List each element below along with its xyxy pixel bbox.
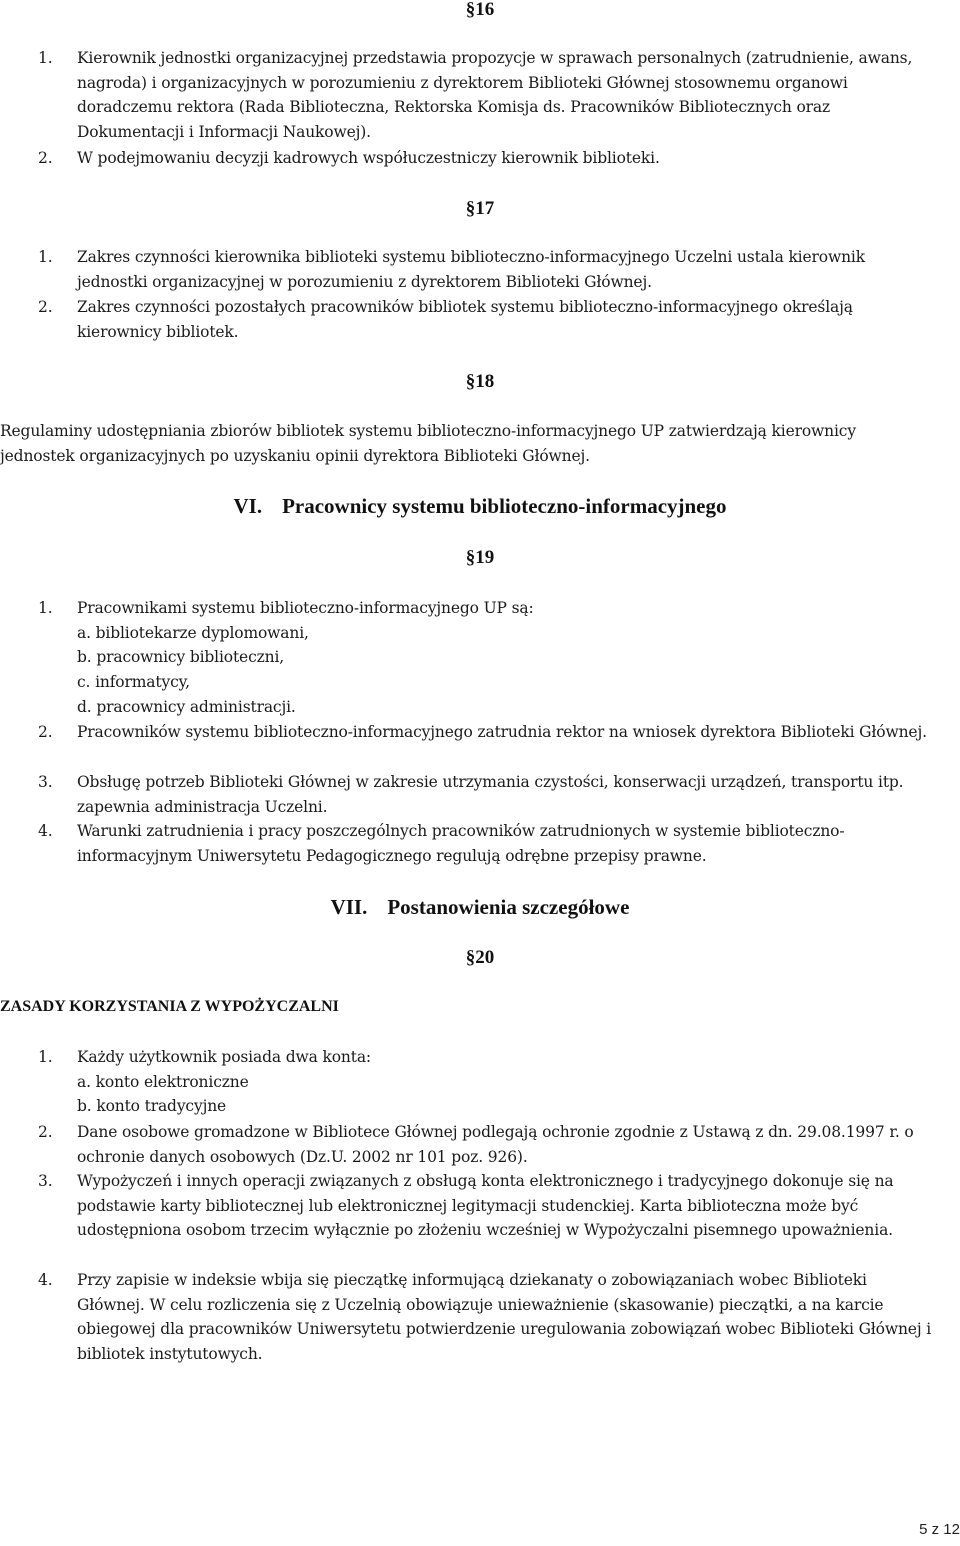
item-text: Wypożyczeń i innych operacji związanych z obsługą konta elektronicznego i tradycyjnego dokonuje się na podstawie karty bibliotecznej lub elektronicznej legitymacji studenckiej. Karta biblioteczna może być udostępniona osobom trzecim wyłącznie po złożeniu wcześniej w Wypożyczalni pisemnego upoważnienia. xyxy=(77,1172,894,1240)
item-lead: Pracownikami systemu biblioteczno-informacyjnego UP są: xyxy=(77,599,534,617)
item-number: 1. xyxy=(38,599,53,617)
sub-item: a. bibliotekarze dyplomowani, xyxy=(77,623,309,642)
section-17-heading: §17 xyxy=(465,198,495,219)
sub-item: c. informatycy, xyxy=(77,673,190,692)
section-18-text: Regulaminy udostępniania zbiorów bibliotek systemu biblioteczno-informacyjnego UP zatwierdzają kierownicy jednostek organizacyjnych po uzyskaniu opinii dyrektora Biblioteki Głównej. xyxy=(0,422,856,465)
item-text: Kierownik jednostki organizacyjnej przedstawia propozycje w sprawach personalnych (zatrudnienie, awans, nagroda) i organizacyjnych w porozumieniu z dyrektorem Biblioteki Głównej stosownemu organowi doradczemu rektora (Rada Biblioteczna, Rektorska Komisja ds. Pracowników Bibliotecznych oraz Dokumentacji i Informacji Naukowej). xyxy=(77,49,913,142)
item-text xyxy=(77,1045,933,1119)
section-20-heading: §20 xyxy=(465,947,495,968)
section-18-heading: §18 xyxy=(465,371,495,392)
chapter-7-heading xyxy=(0,894,960,920)
item-number: 2. xyxy=(38,298,53,316)
item-text: Zakres czynności kierownika biblioteki systemu biblioteczno-informacyjnego Uczelni ustala kierownik jednostki organizacyjnej w porozumieniu z dyrektorem Biblioteki Głównej. xyxy=(77,248,865,291)
chapter-title: Pracownicy systemu biblioteczno-informacyjnego xyxy=(282,494,727,518)
page-number: 5 z 12 xyxy=(919,1521,960,1538)
item-lead: Każdy użytkownik posiada dwa konta: xyxy=(77,1048,371,1066)
chapter-6-heading xyxy=(0,493,960,519)
item-text: Zakres czynności pozostałych pracowników bibliotek systemu biblioteczno-informacyjnego określają kierownicy bibliotek. xyxy=(77,298,853,341)
item-text: Pracowników systemu biblioteczno-informacyjnego zatrudnia rektor na wniosek dyrektora Biblioteki Głównej. xyxy=(77,723,927,741)
loans-rules-heading: ZASADY KORZYSTANIA Z WYPOŻYCZALNI xyxy=(0,998,339,1015)
item-number: 1. xyxy=(38,248,53,266)
section-16-heading: §16 xyxy=(465,0,495,20)
sub-list xyxy=(77,621,933,720)
item-number: 2. xyxy=(38,1123,53,1141)
item-text: Przy zapisie w indeksie wbija się pieczątkę informującą dziekanaty o zobowiązaniach wobec Biblioteki Głównej. W celu rozliczenia się z Uczelnią obowiązuje unieważnienie (skasowanie) pieczątki, a na karcie obiegowej dla pracowników Uniwersytetu potwierdzenie uregulowania zobowiązań wobec Biblioteki Głównej i bibliotek instytutowych. xyxy=(77,1271,932,1364)
item-number: 1. xyxy=(38,49,53,67)
item-number: 4. xyxy=(38,822,53,840)
sub-item: b. pracownicy biblioteczni, xyxy=(77,648,285,667)
section-19-heading: §19 xyxy=(465,547,495,568)
chapter-number: VI. xyxy=(233,494,263,518)
chapter-title: Postanowienia szczegółowe xyxy=(387,895,630,919)
item-number: 2. xyxy=(38,149,53,167)
item-number: 1. xyxy=(38,1048,53,1066)
chapter-number: VII. xyxy=(330,895,368,919)
item-text: Obsługę potrzeb Biblioteki Głównej w zakresie utrzymania czystości, konserwacji urządzeń, transportu itp. zapewnia administracja Uczelni. xyxy=(77,773,904,816)
item-text: W podejmowaniu decyzji kadrowych współuczestniczy kierownik biblioteki. xyxy=(77,149,660,167)
item-number: 3. xyxy=(38,773,53,791)
item-number: 2. xyxy=(38,723,53,741)
sub-item: a. konto elektroniczne xyxy=(77,1072,249,1091)
item-number: 4. xyxy=(38,1271,53,1289)
item-text: Dane osobowe gromadzone w Bibliotece Głównej podlegają ochronie zgodnie z Ustawą z dn. 29.08.1997 r. o ochronie danych osobowych (Dz.U. 2002 nr 101 poz. 926). xyxy=(77,1123,914,1166)
item-number: 3. xyxy=(38,1172,53,1190)
sub-list xyxy=(77,1070,933,1119)
item-text xyxy=(77,596,933,720)
sub-item: d. pracownicy administracji. xyxy=(77,697,296,716)
item-text: Warunki zatrudnienia i pracy poszczególnych pracowników zatrudnionych w systemie biblioteczno-informacyjnym Uniwersytetu Pedagogicznego regulują odrębne przepisy prawne. xyxy=(77,822,845,865)
sub-item: b. konto tradycyjne xyxy=(77,1097,227,1116)
